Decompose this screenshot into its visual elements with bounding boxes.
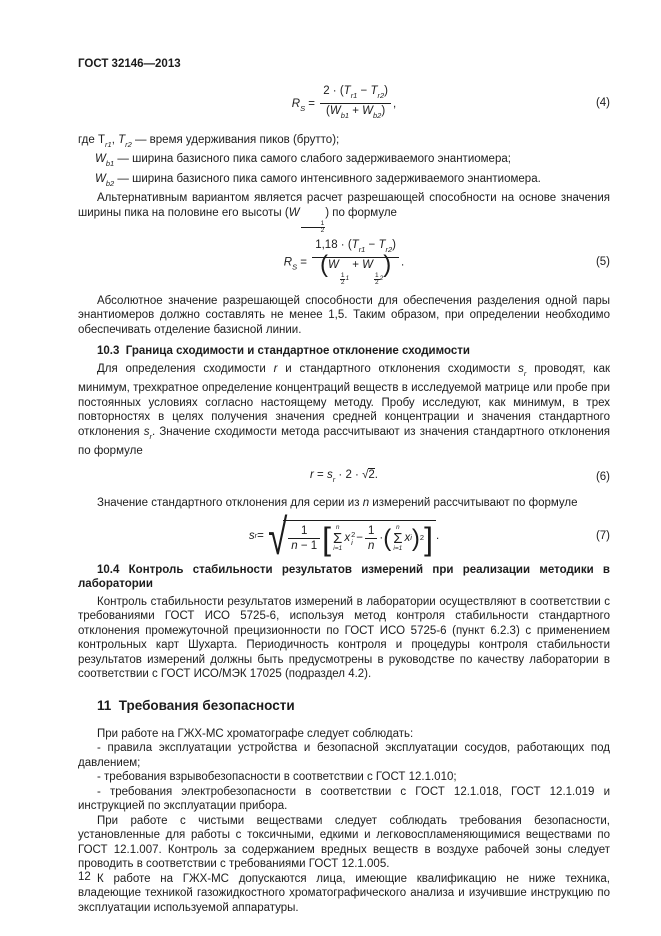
heading-10-3: 10.3 Граница сходимости и стандартное отклонение сходимости [97,345,470,357]
big-radical: √ $\frac{1}{n - 1}$ [ n Σ i=1 x 2 i − $\frac{1}{n}$ · ( n Σ i=1 x i ) 2 ] [264,520,436,554]
paragraph-standard-deviation: Значение стандартного отклонения для серии из n измерений рассчитывают по формуле [97,497,578,509]
fraction: $\frac{2 \cdot (T_{r1} - T_{r2})}{(W_{b1} + W_{b2})}$ [320,84,391,124]
safety-list-item-2: - требования взрывобезопасности в соответствии с ГОСТ 12.1.010; [97,771,457,783]
paragraph-safety-intro: При работе на ГЖХ-МС хроматографе следует соблюдать: [97,727,414,740]
equation-number-4: (4) [595,97,610,110]
formula-5 [78,238,610,287]
formula-7 [78,508,610,565]
paragraph-alternative-method: Альтернативным вариантом является расчет разрешающей способности на основе значения ширины пика на половине его высоты (W $\frac{1}{2}$ ) по формуле [78,192,610,234]
where-definition-line-1: где $T_{r1}$, $T_{r2}$ — время удерживания пиков (брутто); [78,133,340,149]
equation-number-5: (5) [595,255,610,268]
formula-4-expression: $R_S$ = $\frac{2 \cdot (T_{r1} - T_{r2})}{(W_{b1} + W_{b2})}$ , [292,84,396,124]
paragraph-personnel-qualification: К работе на ГЖХ-МС допускаются лица, имеющие квалификацию не ниже техника, владеющие техникой газожидкостного хроматографического анализа и изучившие инструкцию по эксплуатации используемой аппаратуры. [78,872,610,914]
summation: n Σ i=1 [393,524,403,552]
fraction: $1,18 \cdot (T_{r1} - T_{r2})$ (W $\frac{1}{2}$ $_1$ + W $\frac{1}{2}$ $_2$) [312,238,399,287]
safety-list-item-3: - требования электробезопасности в соответствии с ГОСТ 12.1.018, ГОСТ 12.1.019 и инструкцией по эксплуатации прибора. [78,785,610,812]
paragraph-convergence: Для определения сходимости r и стандартного отклонения сходимости $s_r$ проводят, как минимум, трехкратное определение концентраций веществ в исследуемой матрице или пробе при постоянных условиях согласно настоящему методу. Пробу исследуют, как минимум, в трех повторностях в целях получения значения средней концентрации и значения стандартного отклонения $s_r$. Значение сходимости метода рассчитывают из значения стандартного отклонения по формуле [78,362,611,457]
formula-6-expression: $r = s_r \cdot 2 \cdot √2$. [310,468,378,484]
formula-4 [78,84,610,124]
where-definition-line-3: $W_{b2}$ — ширина базисного пика самого интенсивного задерживаемого энантиомера. [95,172,541,188]
where-definition-line-2: $W_{b1}$ — ширина базисного пика самого слабого задерживаемого энантиомера; [95,153,511,168]
paragraph-pure-substances: При работе с чистыми веществами следует соблюдать требования безопасности, установленные для работы с токсичными, едкими и легковоспламеняющимися веществами по ГОСТ 12.1.007. Контроль за содержанием вредных веществ в воздухе рабочей зоны следует проводить в соответствии с требованиями ГОСТ 12.1.005. [78,814,610,870]
document-standard-number: ГОСТ 32146—2013 [78,58,181,70]
half-subscript: $\frac{1}{2}$ [301,221,326,234]
formula-5-expression: $R_S$ = $1,18 \cdot (T_{r1} - T_{r2})$ (W $\frac{1}{2}$ $_1$ + W $\frac{1}{2}$ $_2$) . [283,238,405,286]
summation: n Σ i=1 [333,524,343,552]
paragraph-stability-control: Контроль стабильности результатов измерений в лаборатории осуществляют в соответствии с требованиями ГОСТ ИСО 5725-6, используя метод контроля стабильности стандартного отклонения промежуточной прецизионности по ГОСТ ИСО 5725-6 (пункт 6.2.3) с применением контрольных карт Шухарта. Периодичность контроля и процедуры контроля стабильности результатов измерений должны быть предусмотрены в руководстве по качеству лаборатории в соответствии с ГОСТ ИСО/МЭК 17025 (подраздел 4.2). [78,595,610,680]
formula-6 [78,468,610,488]
formula-7-expression: s r = √ $\frac{1}{n - 1}$ [ n Σ i=1 x 2 i − $\frac{1}{n}$ · ( n Σ i=1 x i ) 2 ] . [248,508,440,565]
heading-10-4: 10.4 Контроль стабильности результатов измерений при реализации методики в лаборатории [78,563,610,590]
radical-sign: √ [362,468,369,481]
equation-number-6: (6) [595,471,610,483]
safety-list-item-1: - правила эксплуатации устройства и безопасной эксплуатации сосудов, работающих под давлением; [78,742,610,769]
equation-number-7: (7) [595,530,610,543]
paragraph-absolute-resolution: Абсолютное значение разрешающей способности для обеспечения разделения одной пары энантиомеров должно составлять не менее 1,5. Таким образом, при определении необходимо обеспечивать отделение базисной линии. [78,294,610,336]
page-number: 12 [78,871,91,883]
page-content [78,57,610,915]
heading-11: 11 Требования безопасности [97,697,295,713]
